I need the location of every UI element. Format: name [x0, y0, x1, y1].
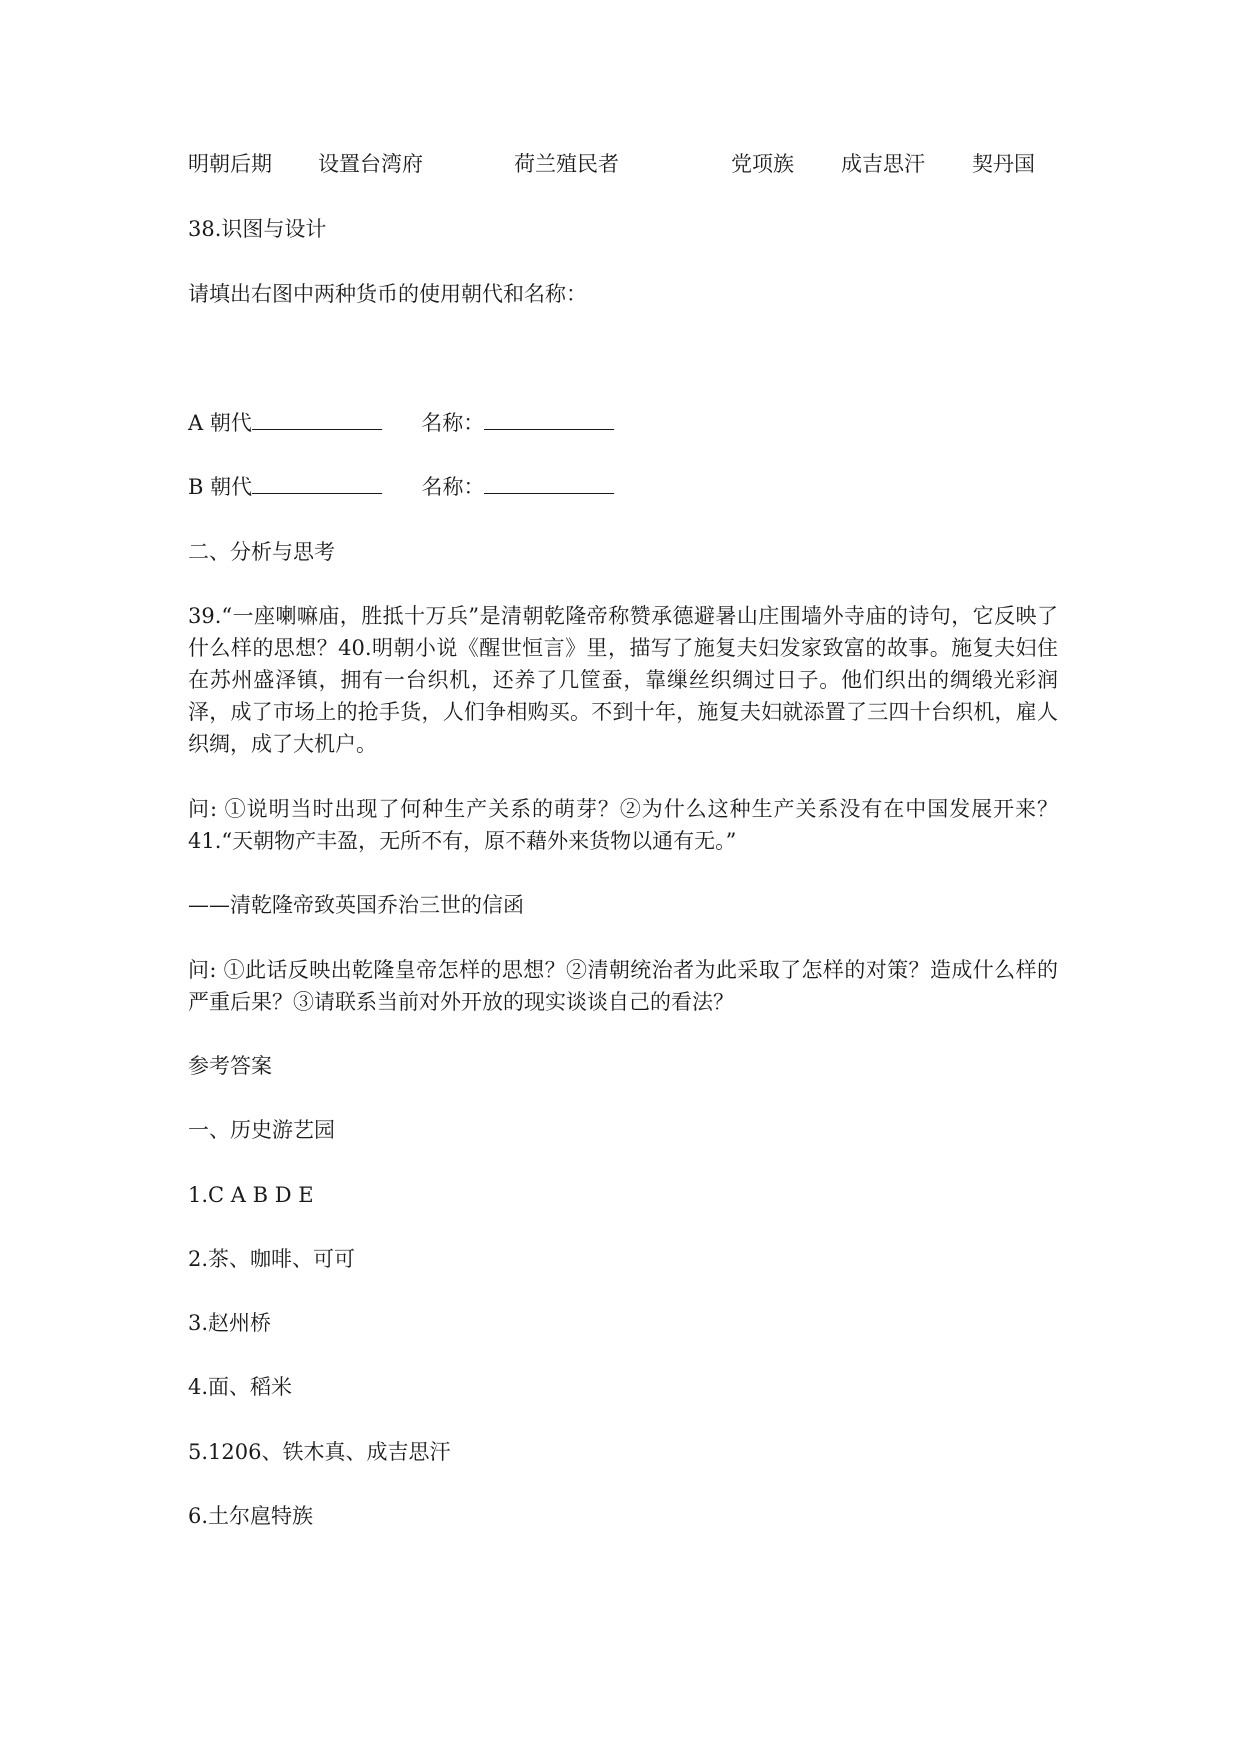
b-name-label: 名称：: [421, 475, 485, 499]
answers-section-heading: 一、历史游艺园: [188, 1118, 335, 1142]
table-cell: 明朝后期: [188, 152, 272, 176]
table-cell: 党项族: [731, 152, 794, 176]
question-40-ask: 问: ①说明当时出现了何种生产关系的萌芽？②为什么这种生产关系没有在中国发展开来？41.“天朝物产丰盈，无所不有，原不藉外来货物以通有无。”: [188, 797, 1058, 853]
answer-item: 2.茶、咖啡、可可: [188, 1247, 356, 1271]
answer-item: 3.赵州桥: [188, 1311, 272, 1335]
a-name-label: 名称：: [421, 411, 485, 435]
question-39-40: 39.“一座喇嘛庙，胜抵十万兵”是清朝乾隆帝称赞承德避暑山庄围墙外寺庙的诗句，它反映了什么样的思想？40.明朝小说《醒世恒言》里，描写了施复夫妇发家致富的故事。施复夫妇住在苏州盛泽镇，拥有一台织机，还养了几筐蚕，靠缫丝织绸过日子。他们织出的绸缎光彩润泽，成了市场上的抢手货，人们争相购买。不到十年，施复夫妇就添置了三四十台织机，雇人织绸，成了大机户。: [188, 604, 1058, 756]
table-cell: 成吉思汗: [841, 152, 925, 176]
answer-item: 5.1206、铁木真、成吉思汗: [188, 1440, 451, 1464]
b-name-blank[interactable]: [484, 471, 614, 494]
answer-item: 4.面、稻米: [188, 1375, 293, 1399]
a-name-blank[interactable]: [484, 407, 614, 430]
b-dynasty-blank[interactable]: [252, 471, 382, 494]
quote-source: ——清乾隆帝致英国乔治三世的信函: [188, 893, 524, 917]
question-38-title: 38.识图与设计: [188, 217, 327, 241]
answer-line-a: [188, 407, 614, 439]
answer-item: 6.土尔扈特族: [188, 1504, 314, 1528]
question-41-ask: 问: ①此话反映出乾隆皇帝怎样的思想？②清朝统治者为此采取了怎样的对策？造成什么样的严重后果？③请联系当前对外开放的现实谈谈自己的看法？: [188, 958, 1058, 1014]
a-dynasty-blank[interactable]: [252, 407, 382, 430]
answer-item: 1.C A B D E: [188, 1183, 314, 1207]
table-cell: 荷兰殖民者: [514, 152, 619, 176]
answers-title: 参考答案: [188, 1054, 272, 1078]
b-dynasty-label: B 朝代: [188, 475, 253, 499]
a-dynasty-label: A 朝代: [188, 411, 252, 435]
table-cell: 设置台湾府: [318, 152, 423, 176]
table-cell: 契丹国: [972, 152, 1035, 176]
question-38-prompt: 请填出右图中两种货币的使用朝代和名称：: [188, 282, 587, 306]
answer-line-b: [188, 471, 614, 503]
section-heading: 二、分析与思考: [188, 540, 335, 564]
